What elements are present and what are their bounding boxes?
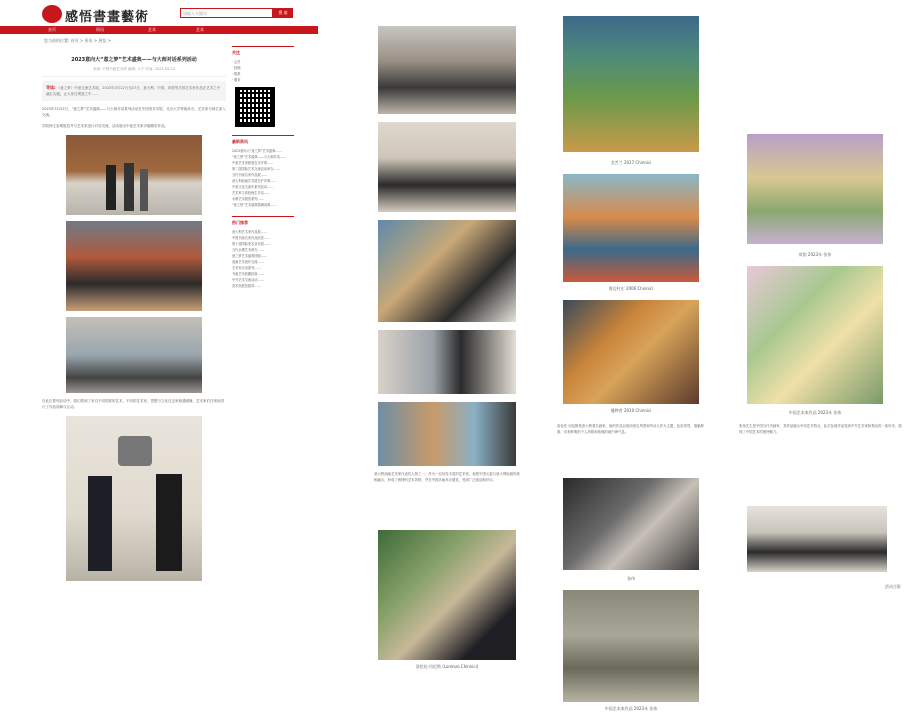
search-input[interactable]: 请输入关键词	[180, 8, 273, 18]
article-column-4	[737, 0, 907, 726]
painting-image	[747, 134, 883, 244]
photo-caption: 洛伦佐·切尼斯 (Lorenzo Chinnici)	[415, 664, 479, 669]
breadcrumb[interactable]: 您当前的位置: 首页 > 资讯 > 展览 >	[44, 38, 112, 43]
list-item[interactable]: 2023意向大“意之梦”艺术盛典……	[232, 149, 282, 153]
nav-item[interactable]: 资讯	[96, 27, 104, 32]
event-photo	[378, 220, 516, 322]
article-abstract	[42, 81, 226, 101]
nav-item[interactable]: 艺术	[148, 27, 156, 32]
painting-image	[747, 266, 883, 404]
list-item[interactable]: 艺术家访谈系列……	[232, 266, 261, 270]
article-paragraph: 2023年3月22日，“意之梦”艺术盛典——与大师对话系列活动在中国美术学院、北京大学等地举办，艺术家与师生深入交流。	[42, 107, 226, 117]
list-item[interactable]: 第十届国际美术双年展……	[232, 242, 271, 246]
list-item[interactable]: 中国书画名家作品欣赏……	[232, 236, 271, 240]
follow-box	[232, 46, 294, 127]
list-item[interactable]: 中意文化交流年系列活动……	[232, 185, 274, 189]
nav-item[interactable]: 首页	[48, 27, 56, 32]
event-photo	[378, 330, 516, 394]
list-item[interactable]: 美术馆展览推荐……	[232, 284, 261, 288]
event-photo	[378, 26, 516, 114]
painting-image	[563, 590, 699, 702]
side-link[interactable]: · 会员	[232, 60, 241, 64]
article-paragraph: 张伟先生是中国当代书画家，其作品融合中西艺术特点，此次参展作品受到中外艺术家和观众的一致好评，展现了中国艺术的独特魅力。	[739, 424, 902, 434]
event-photo	[66, 221, 202, 311]
painting-image	[563, 174, 699, 282]
article-paragraph: 学院师生参观展览并与艺术家进行对话交流，活动展出中意艺术家多幅精彩作品。	[42, 124, 168, 128]
nav-item[interactable]: 艺术	[196, 27, 204, 32]
article-page	[0, 0, 318, 726]
list-item[interactable]: 意大利油画艺术展在沪开幕……	[232, 179, 277, 183]
group-photo	[747, 506, 887, 572]
sidebar	[232, 46, 294, 297]
side-heading: 关注	[232, 50, 240, 55]
artist-photo	[378, 530, 516, 660]
list-item[interactable]: “意之梦”艺术盛典圆满闭幕……	[232, 203, 277, 207]
side-link[interactable]: · 投稿	[232, 66, 241, 70]
qr-code-icon	[235, 87, 275, 127]
article-meta: 来源: 中国书画艺术网 编辑: 小千 时间: 2023-03-22	[42, 67, 226, 77]
painting-caption: 海边村庄 2006 Chinnici	[608, 286, 654, 291]
list-item[interactable]: 艺术家与高校师生对话……	[232, 191, 271, 195]
list-item[interactable]: 第二届国际艺术交流活动举办……	[232, 167, 280, 171]
event-photo	[378, 402, 516, 466]
event-photo	[378, 122, 516, 212]
article-column-2	[366, 0, 526, 726]
side-heading: 最新资讯	[232, 139, 248, 144]
photo-caption: 活动合影	[885, 584, 901, 589]
list-item[interactable]: “意之梦”艺术盛典——与大师对话……	[232, 155, 287, 159]
list-item[interactable]: 油画艺术创作交流……	[232, 260, 264, 264]
event-photo	[66, 317, 202, 393]
hot-box	[232, 216, 294, 289]
article-body	[42, 46, 226, 581]
main-nav	[0, 26, 318, 34]
painting-caption: 播种者 2010 Chinnici	[610, 408, 652, 413]
list-item[interactable]: 当代书画名家作品展……	[232, 173, 268, 177]
list-item[interactable]: 意之梦艺术盛典回顾……	[232, 254, 268, 258]
event-photo	[66, 416, 202, 581]
artist-photo	[563, 478, 699, 570]
painting-caption: 龙舌兰 2017 Chinnici	[610, 160, 652, 165]
event-photo	[66, 135, 202, 215]
list-item[interactable]: 当代水墨艺术研究……	[232, 248, 264, 252]
article-paragraph: 在此次系列活动中，我们看到了来自不同国度的艺术，不同的艺术家，思想与文化在这里相遇碰撞，艺术家们在现场进行了作品讲解与互动。	[42, 399, 224, 409]
article-column-3	[557, 0, 717, 726]
list-item[interactable]: 书画艺术收藏指南……	[232, 272, 264, 276]
list-item[interactable]: 水墨艺术展览系列……	[232, 197, 264, 201]
side-link[interactable]: · 联系	[232, 72, 241, 76]
list-item[interactable]: 中意艺术家联展在京开幕……	[232, 161, 274, 165]
page-title: 2023意向大“意之梦”艺术盛典——与大师对话系列活动	[71, 57, 197, 63]
painting-caption: 荷韵 2023年 张伟	[798, 252, 832, 257]
abstract-label: 导读:	[46, 85, 56, 90]
search-button[interactable]: 搜 索	[273, 8, 293, 18]
painting-image	[563, 300, 699, 404]
recommend-box	[232, 135, 294, 208]
painting-image	[563, 16, 699, 152]
list-item[interactable]: 意大利艺术家作品展……	[232, 230, 268, 234]
painting-caption: 中国艺术家作品 2023年 张伟	[604, 706, 658, 711]
article-paragraph: 意大利油画艺术家代表性人物之一，作为一位经验丰富的艺术家，他把中国元素与意大利绘画传统相融合，形成了独特的艺术风格，并在中国多地举办展览，受到广泛欢迎和好评。	[374, 472, 520, 482]
photo-caption: 张伟	[627, 576, 635, 581]
site-header	[0, 0, 318, 26]
site-logo[interactable]: 感悟書畫藝術	[65, 10, 150, 25]
abstract-text: 《意之梦》中意交流艺术展，2023年3月22日至27日，意大利、中国、印度等多国艺术家作品在艺术之中融汇沟通，让大家在观展之中……	[46, 86, 221, 96]
side-heading: 热门推荐	[232, 220, 248, 225]
article-paragraph: 洛伦佐·切尼斯是意大利著名画家，他的作品以西西里岛风景和劳动人民为主题，色彩浓烈，笔触厚重，具有鲜明的个人风格和浓郁的地中海气息。	[557, 424, 704, 434]
logo-icon	[42, 5, 62, 23]
list-item[interactable]: 中外艺术交流活动……	[232, 278, 264, 282]
painting-caption: 中国艺术家作品 2023年 张伟	[788, 410, 842, 415]
side-link[interactable]: · 服务	[232, 78, 241, 82]
